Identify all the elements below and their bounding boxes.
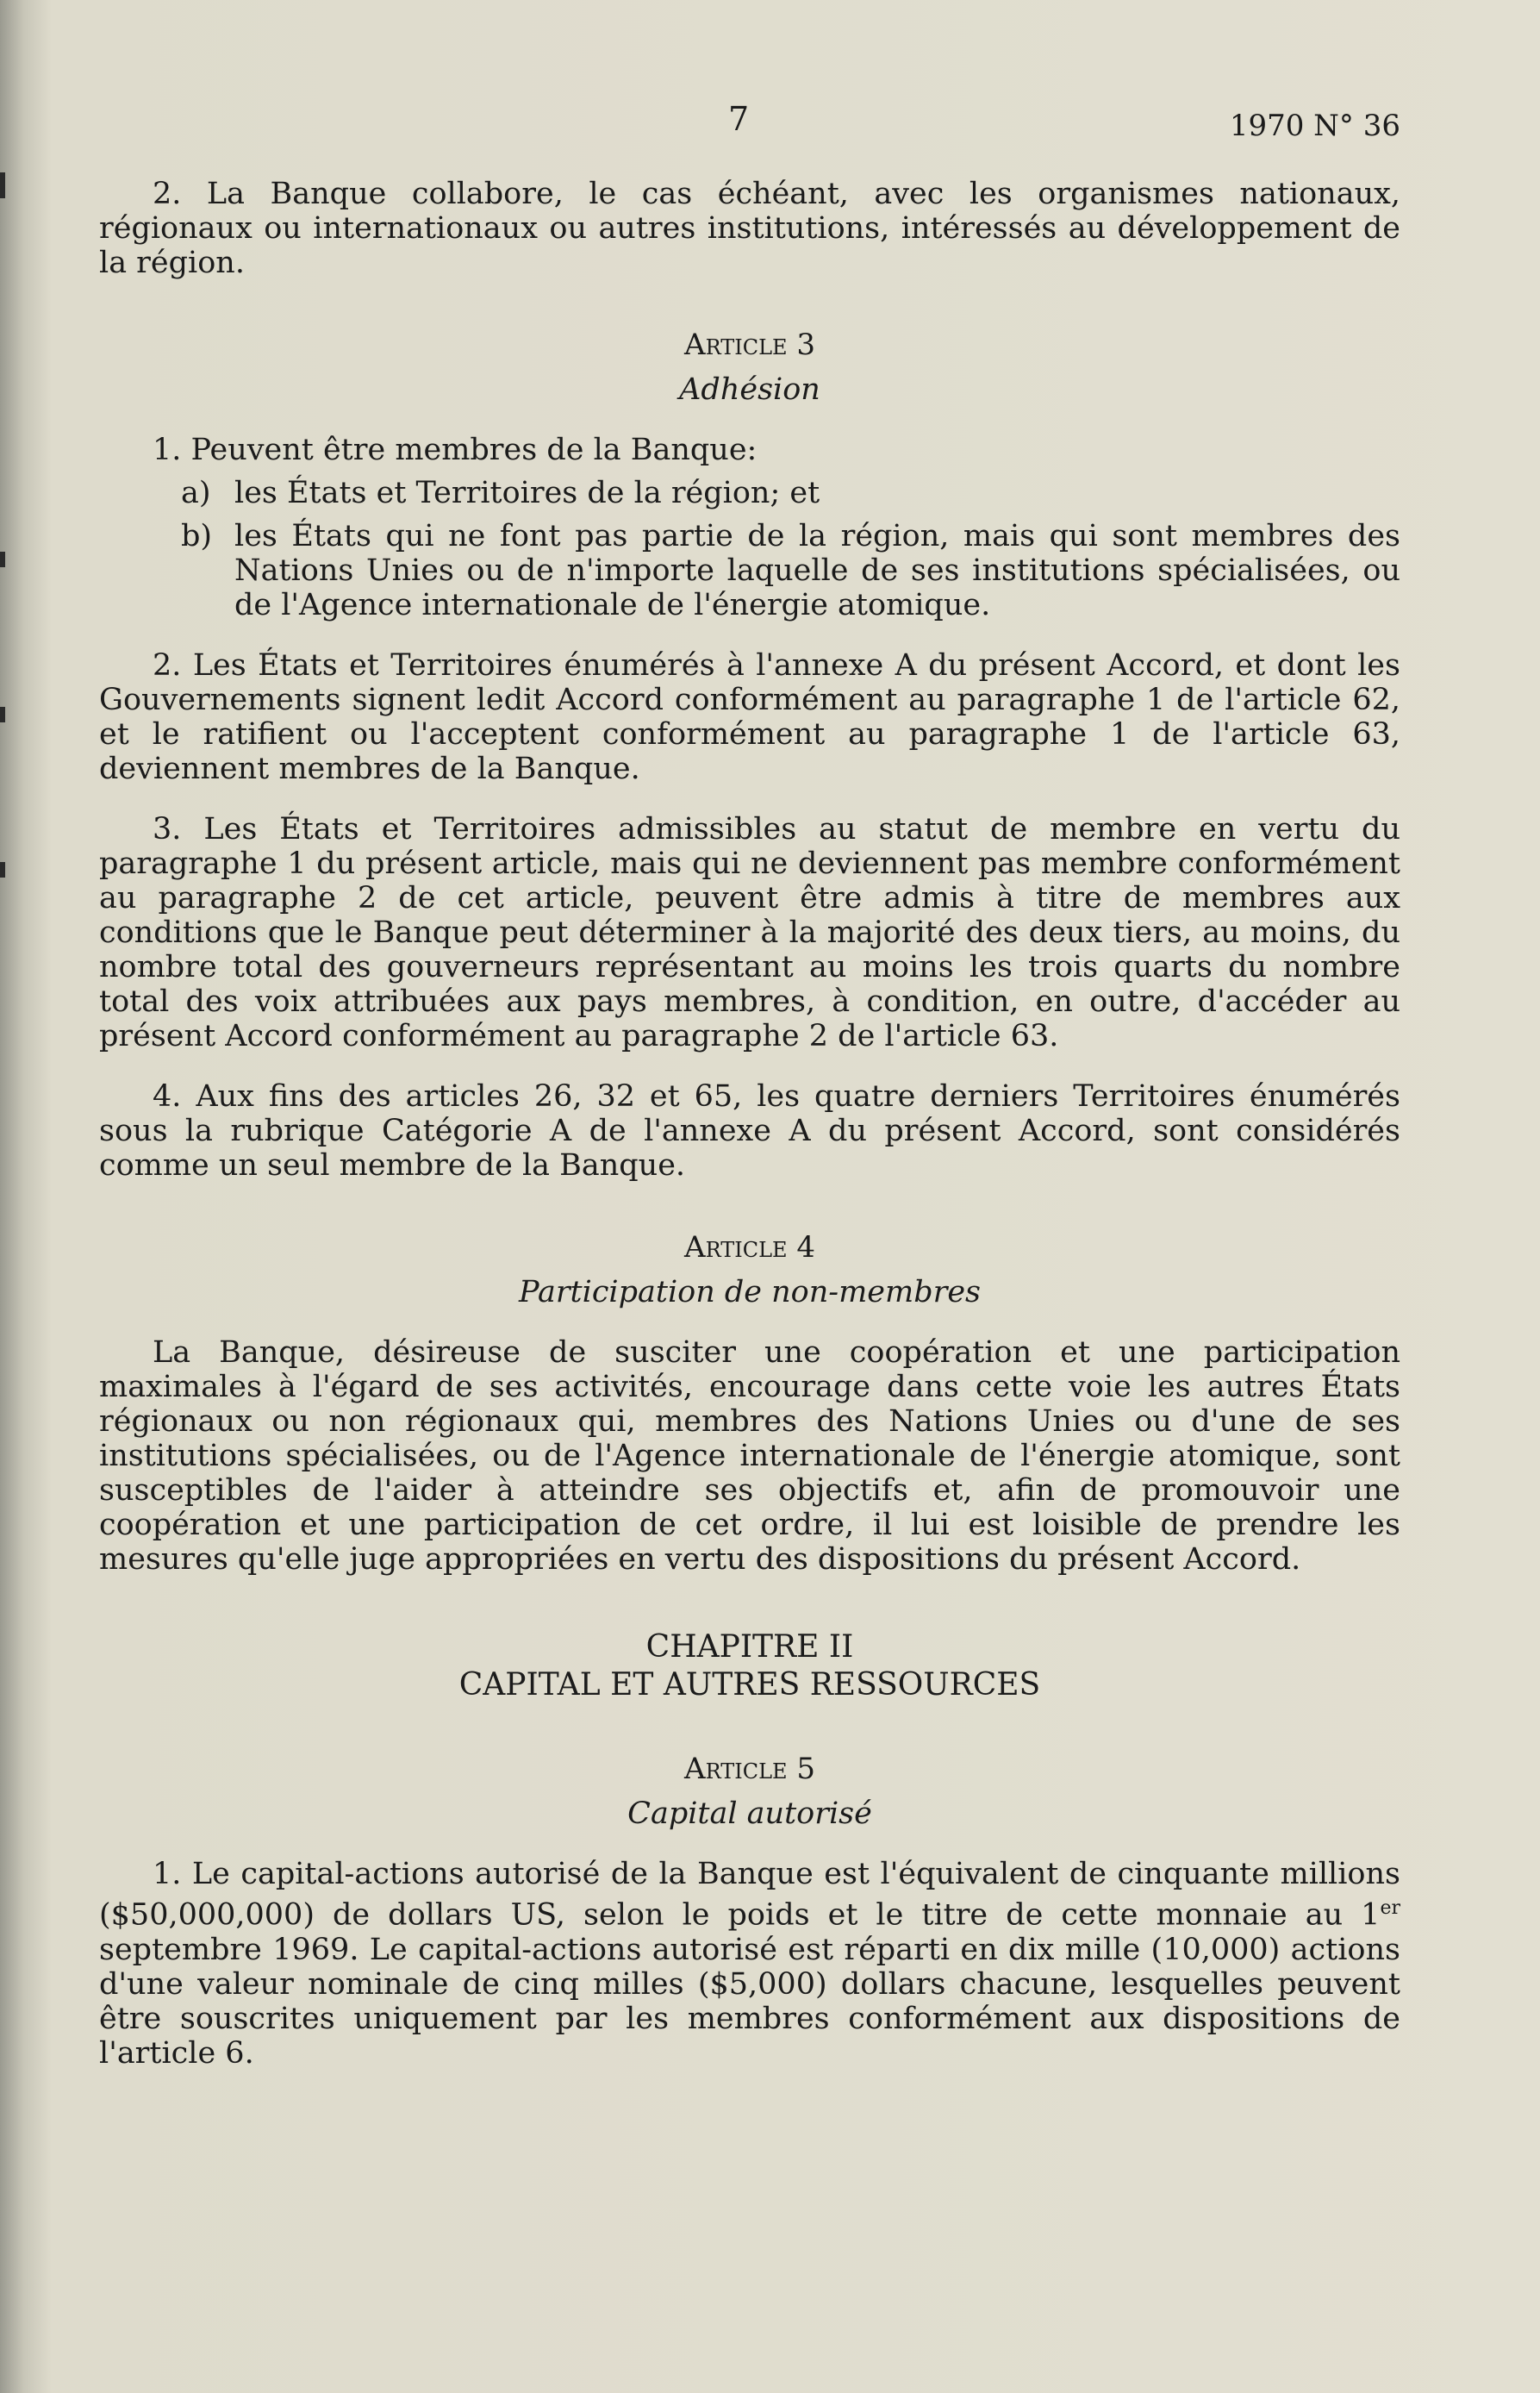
list-item: [99, 519, 1400, 622]
binding-mark: [0, 552, 5, 567]
chapter-heading: [99, 1628, 1400, 1704]
paragraph: 3. Les États et Territoires admissibles au statut de membre en vertu du paragraphe 1 du présent article, mais qui ne deviennent pas membre conformément au paragraphe 2 de cet article, peuvent être admis à titre de membres aux conditions que le Banque peut déterminer à la majorité des deux tiers, au moins, du nombre total des gouverneurs représentant au moins les trois quarts du nombre total des voix attribuées aux pays membres, à condition, en outre, d'accéder au présent Accord conformément au paragraphe 2 de l'article 63.: [99, 812, 1400, 1053]
chapter-title: CAPITAL ET AUTRES RESSOURCES: [458, 1667, 1041, 1703]
paragraph: 1. Le capital-actions autorisé de la Banque est l'équivalent de cinquante millions ($50,000,000) de dollars US, selon le poids et le titre de cette monnaie au 1er septembre 1969. Le capital-actions autorisé est réparti en dix mille (10,000) actions d'une valeur nominale de cinq milles ($5,000) dollars chacune, lesquelles peuvent être souscrites uniquement par les membres conformément aux dispositions de l'article 6.: [99, 1857, 1400, 2071]
paragraph: 2. La Banque collabore, le cas échéant, avec les organismes nationaux, régionaux ou internationaux ou autres institutions, intéressés au développement de la région.: [99, 177, 1400, 280]
list-item-label: a): [181, 476, 211, 510]
list-item-text: les États qui ne font pas partie de la région, mais qui sont membres des Nations Unies ou de n'importe laquelle de ses institutions spécialisées, ou de l'Agence internationale de l'énergie atomique.: [234, 519, 1400, 622]
chapter-number: CHAPITRE II: [645, 1629, 854, 1665]
document-body: [99, 177, 1400, 2071]
list-item-label: b): [181, 519, 213, 553]
page-header: [99, 95, 1400, 155]
article-subtitle: Participation de non-membres: [518, 1275, 982, 1309]
binding-mark: [0, 862, 5, 878]
article-subtitle: Capital autorisé: [627, 1796, 872, 1831]
document-reference: 1970 N° 36: [1229, 109, 1400, 143]
article-heading: Article 3: [684, 328, 815, 362]
page-number: 7: [728, 100, 750, 138]
paragraph: 4. Aux fins des articles 26, 32 et 65, les quatre derniers Territoires énumérés sous la rubrique Catégorie A de l'annexe A du présent Accord, sont considérés comme un seul membre de la Banque.: [99, 1079, 1400, 1183]
page-content: [99, 95, 1400, 2096]
paragraph: 1. Peuvent être membres de la Banque:: [153, 433, 758, 467]
list-item-text: les États et Territoires de la région; et: [234, 476, 820, 510]
superscript: er: [1380, 1897, 1400, 1919]
article-heading: Article 5: [684, 1752, 815, 1786]
paragraph: 2. Les États et Territoires énumérés à l'annexe A du présent Accord, et dont les Gouvernements signent ledit Accord conformément au paragraphe 1 de l'article 62, et le ratifient ou l'acceptent conformément au paragraphe 1 de l'article 63, deviennent membres de la Banque.: [99, 648, 1400, 786]
binding-mark: [0, 707, 5, 722]
article-heading: Article 4: [684, 1230, 815, 1265]
article-subtitle: Adhésion: [679, 372, 820, 407]
paragraph: La Banque, désireuse de susciter une coopération et une participation maximales à l'égard de ses activités, encourage dans cette voie les autres États régionaux ou non régionaux qui, membres des Nations Unies ou d'une de ses institutions spécialisées, ou de l'Agence internationale de l'énergie atomique, sont susceptibles de l'aider à atteindre ses objectifs et, afin de promouvoir une coopération et une participation de cet ordre, il lui est loisible de prendre les mesures qu'elle juge appropriées en vertu des dispositions du présent Accord.: [99, 1335, 1400, 1577]
list-item: [99, 476, 1400, 510]
binding-mark: [0, 172, 5, 198]
